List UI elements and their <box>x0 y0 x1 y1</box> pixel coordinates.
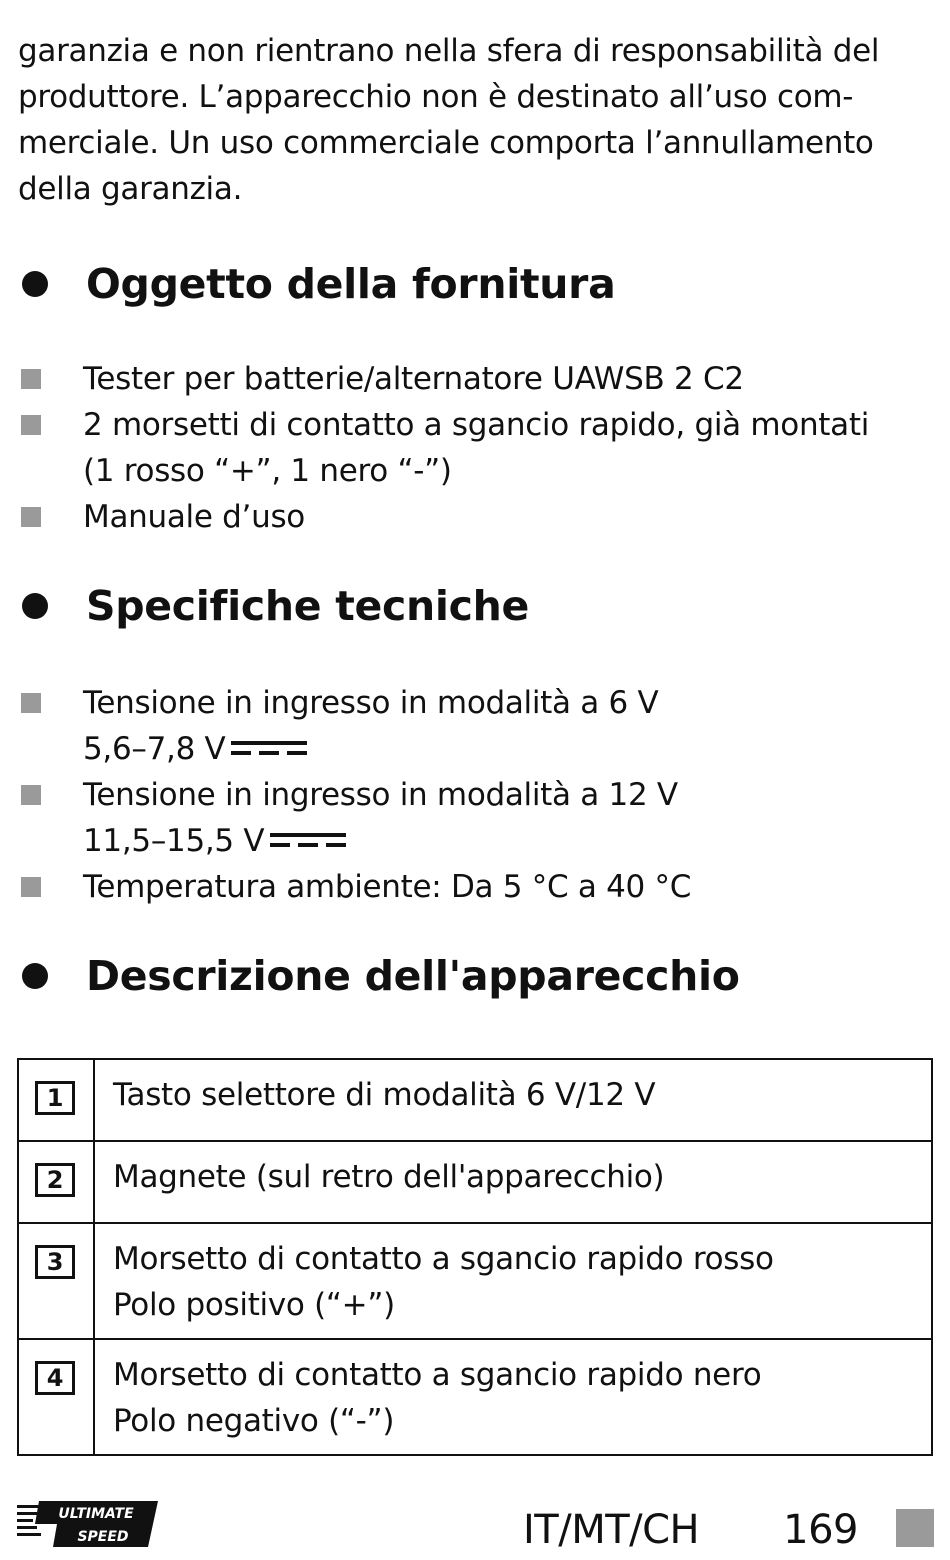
grey-square-icon <box>21 369 41 389</box>
part-number-cell <box>18 1339 94 1455</box>
part-number: 1 <box>35 1081 75 1115</box>
part-description: Polo positivo (“+”) <box>113 1287 395 1323</box>
part-number: 3 <box>35 1245 75 1279</box>
list-item <box>18 772 936 864</box>
black-dot-icon <box>22 593 48 619</box>
grey-square-icon <box>21 415 41 435</box>
table-row <box>18 1141 932 1223</box>
part-description: Tasto selettore di modalità 6 V/12 V <box>113 1077 656 1113</box>
part-number: 2 <box>35 1163 75 1197</box>
list-item <box>18 494 936 540</box>
table-row <box>18 1223 932 1339</box>
part-number-cell <box>18 1223 94 1339</box>
page-footer <box>523 1500 858 1560</box>
section-heading-descrizione <box>18 946 740 1006</box>
list-item-text: Tensione in ingresso in modalità a 6 V <box>83 685 659 721</box>
part-description-cell <box>94 1141 932 1223</box>
direct-current-icon <box>270 829 346 851</box>
part-description: Morsetto di contatto a sgancio rapido rosso <box>113 1241 774 1277</box>
intro-line: merciale. Un uso commerciale comporta l’annullamento <box>18 125 874 161</box>
part-description-cell <box>94 1059 932 1141</box>
section-heading-specifiche <box>18 576 529 636</box>
part-description-cell <box>94 1339 932 1455</box>
list-item-text: (1 rosso “+”, 1 nero “-”) <box>83 453 452 489</box>
table-row <box>18 1339 932 1455</box>
part-number-cell <box>18 1141 94 1223</box>
intro-line: produttore. L’apparecchio non è destinato all’uso com- <box>18 79 854 115</box>
list-item-text: Temperatura ambiente: Da 5 °C a 40 °C <box>83 869 692 905</box>
logo-text-bottom: SPEED <box>77 1529 129 1545</box>
voltage-range: 5,6–7,8 V <box>83 731 226 767</box>
part-number: 4 <box>35 1361 75 1395</box>
list-item <box>18 680 936 772</box>
part-description: Morsetto di contatto a sgancio rapido nero <box>113 1357 762 1393</box>
region-code: IT/MT/CH <box>523 1507 700 1553</box>
grey-square-icon <box>21 785 41 805</box>
parts-table <box>17 1058 933 1456</box>
black-dot-icon <box>22 963 48 989</box>
list-item-text: Tensione in ingresso in modalità a 12 V <box>83 777 678 813</box>
grey-square-icon <box>21 693 41 713</box>
direct-current-icon <box>231 737 307 759</box>
list-item <box>18 402 936 494</box>
ultimate-speed-logo <box>17 1501 158 1547</box>
voltage-range: 11,5–15,5 V <box>83 823 265 859</box>
list-item <box>18 864 936 910</box>
intro-line: garanzia e non rientrano nella sfera di responsabilità del <box>18 33 880 69</box>
logo-text-top: ULTIMATE <box>58 1506 134 1522</box>
list-item-text: 2 morsetti di contatto a sgancio rapido, già montati <box>83 407 870 443</box>
grey-square-icon <box>21 877 41 897</box>
fornitura-list <box>18 356 936 540</box>
intro-line: della garanzia. <box>18 171 243 207</box>
list-item-value <box>83 818 936 864</box>
section-title: Specifiche tecniche <box>86 582 530 630</box>
list-item-text: Tester per batterie/alternatore UAWSB 2 C2 <box>83 361 744 397</box>
grey-square-icon <box>896 1509 934 1547</box>
list-item-value <box>83 726 936 772</box>
part-description-cell <box>94 1223 932 1339</box>
page-number: 169 <box>783 1507 858 1553</box>
section-heading-fornitura <box>18 254 615 314</box>
black-dot-icon <box>22 271 48 297</box>
part-description: Magnete (sul retro dell'apparecchio) <box>113 1159 665 1195</box>
table-row <box>18 1059 932 1141</box>
part-description: Polo negativo (“-”) <box>113 1403 395 1439</box>
grey-square-icon <box>21 507 41 527</box>
specifiche-list <box>18 680 936 910</box>
intro-paragraph <box>18 28 936 212</box>
section-title: Descrizione dell'apparecchio <box>86 952 740 1000</box>
section-title: Oggetto della fornitura <box>86 260 616 308</box>
list-item <box>18 356 936 402</box>
part-number-cell <box>18 1059 94 1141</box>
list-item-text: Manuale d’uso <box>83 499 305 535</box>
